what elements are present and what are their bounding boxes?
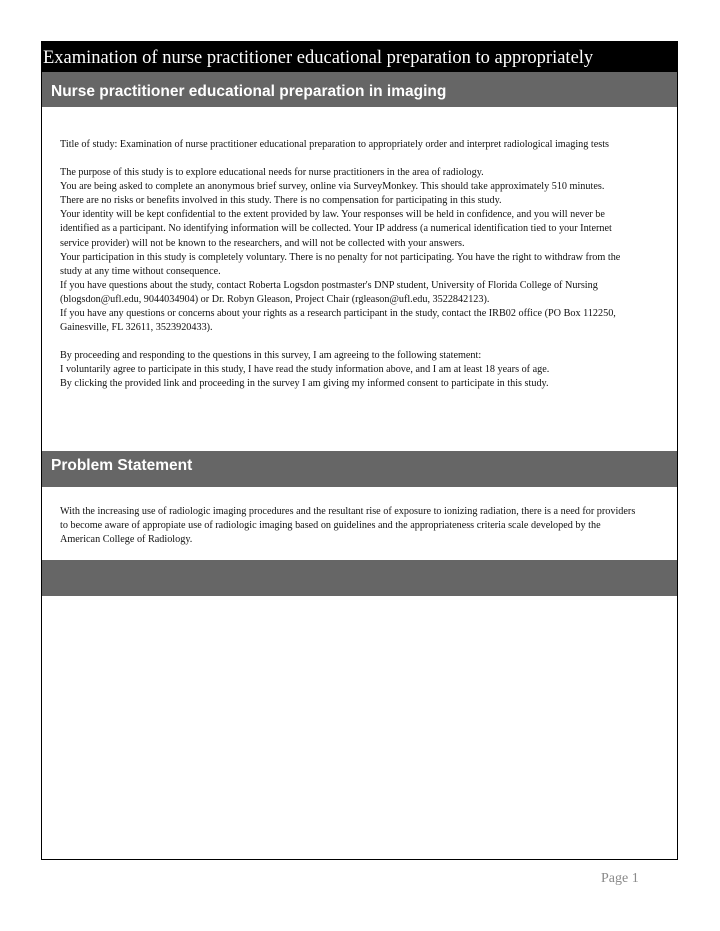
intro-paragraph: There are no risks or benefits involved in this study. There is no compensation for participating in this study. — [60, 195, 502, 207]
page-number: Page 1 — [601, 871, 639, 886]
paragraph-gap — [60, 335, 640, 349]
survey-title: Examination of nurse practitioner educational preparation to appropriately — [42, 42, 677, 72]
page-header — [42, 72, 677, 107]
empty-section-header — [42, 560, 677, 596]
intro-paragraph: You are being asked to complete an anonymous brief survey, online via SurveyMonkey. This should take approximately 510 minutes. — [60, 181, 605, 193]
consent-statement: By proceeding and responding to the questions in this survey, I am agreeing to the following statement: — [60, 350, 482, 362]
problem-statement-header — [42, 451, 677, 487]
intro-paragraph: If you have any questions or concerns about your rights as a research participant in the study, contact the IRB02 office (PO Box 112250, Gainesville, FL 32611, 3523920433). — [60, 308, 616, 334]
intro-text-block — [60, 138, 640, 392]
consent-statement: By clicking the provided link and proceeding in the survey I am giving my informed consent to participate in this study. — [60, 378, 549, 390]
title-of-study: Title of study: Examination of nurse practitioner educational preparation to appropriately order and interpret radiological imaging tests — [60, 139, 610, 150]
intro-paragraph: If you have questions about the study, contact Roberta Logsdon postmaster's DNP student, University of Florida College of Nursing (blogsdon@ufl.edu, 9044034904) or Dr. Robyn Gleason, Project Chair (rgleason@ufl.edu, 3522842123). — [60, 279, 598, 305]
intro-paragraph: Your identity will be kept confidential to the extent provided by law. Your responses will be held in confidence, and you will never be identified as a participant. No identifying information will be collected. Your IP address (a numerical identification tied to your Internet service provider) will not be known to the researchers, and will not be collected with your answers. — [60, 209, 612, 249]
problem-paragraph: With the increasing use of radiologic imaging procedures and the resultant rise of exposure to ionizing radiation, there is a need for providers to become aware of appropiate use of radiologic imaging based on guidelines and the appropriateness criteria scale developed by the American College of Radiology. — [60, 506, 636, 546]
survey-page-frame — [41, 41, 678, 860]
problem-statement-text — [60, 505, 640, 547]
intro-paragraph: The purpose of this study is to explore educational needs for nurse practitioners in the area of radiology. — [60, 167, 484, 179]
page-header-label: Nurse practitioner educational preparation in imaging — [51, 83, 447, 100]
consent-statement: I voluntarily agree to participate in this study, I have read the study information above, and I am at least 18 years of age. — [60, 364, 550, 376]
intro-paragraph: Your participation in this study is completely voluntary. There is no penalty for not participating. You have the right to withdraw from the study at any time without consequence. — [60, 251, 621, 277]
problem-statement-label: Problem Statement — [51, 457, 193, 474]
paragraph-gap — [60, 152, 640, 166]
